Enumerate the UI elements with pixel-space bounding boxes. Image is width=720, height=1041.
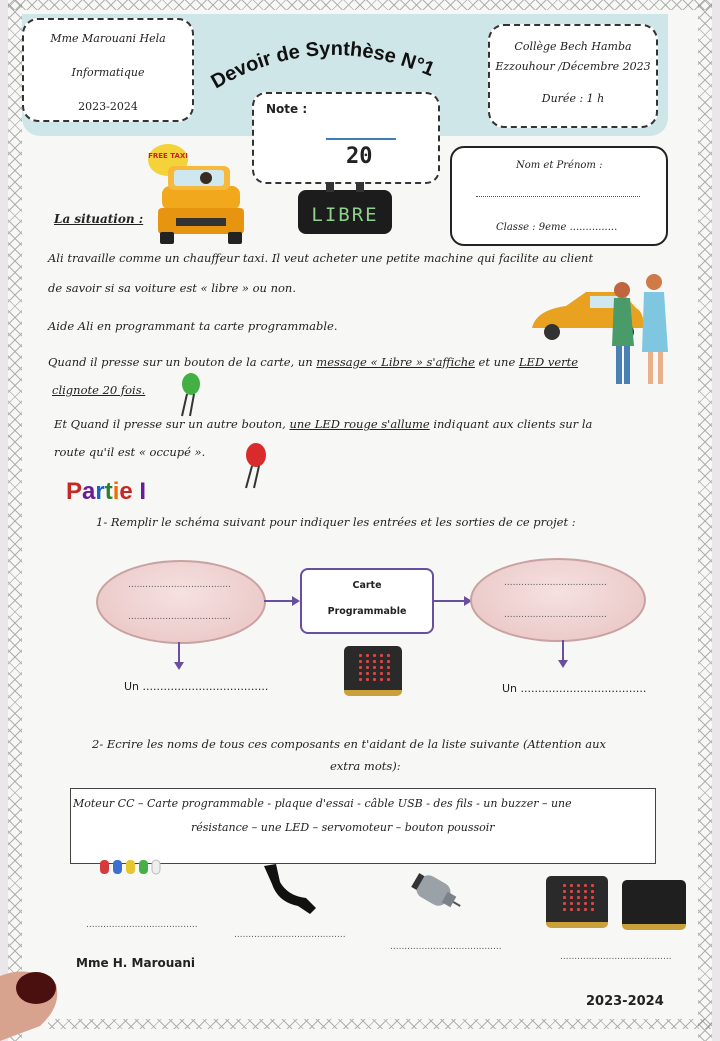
microbit-led-dot xyxy=(577,896,580,899)
microbit-led-dot xyxy=(563,884,566,887)
part-title-letter: r xyxy=(95,478,105,505)
microbit-led-dot xyxy=(387,672,390,675)
part-title-letter: e xyxy=(119,478,133,505)
microbit-led-dot xyxy=(577,884,580,887)
top-cross-border xyxy=(8,0,712,10)
inputs-ellipse xyxy=(96,560,266,644)
microbit-led-dot xyxy=(380,678,383,681)
microbit-led-dot xyxy=(359,660,362,663)
component-answer-3[interactable]: ....................................... xyxy=(390,942,502,952)
teacher-name: Mme Marouani Hela xyxy=(50,32,166,45)
duration: Durée : 1 h xyxy=(541,92,605,105)
microbit-led-dot xyxy=(359,678,362,681)
microbit-led-dot xyxy=(591,884,594,887)
situation-line-1: Ali travaille comme un chauffeur taxi. Il veut acheter une petite machine qui facilite au client xyxy=(48,251,594,265)
part-title-letter: P xyxy=(66,478,83,505)
outputs-type-answer[interactable]: Un .................................... xyxy=(502,682,647,695)
inputs-type-answer[interactable]: Un .................................... xyxy=(124,680,269,693)
microbit-led-dot xyxy=(359,672,362,675)
microbit-led-dot xyxy=(591,890,594,893)
microbit-led-dot xyxy=(373,654,376,657)
microbit-led-dot xyxy=(359,666,362,669)
microbit-led-dot xyxy=(366,660,369,663)
part-title-letter xyxy=(133,478,140,506)
svg-text:Devoir de Synthèse N°1 xyxy=(207,38,437,93)
microbit-led-dot xyxy=(387,654,390,657)
left-cross-border xyxy=(8,0,22,1041)
arrow-from-card xyxy=(434,600,470,602)
exam-title-text: Devoir de Synthèse N°1 xyxy=(207,37,438,94)
grade-box xyxy=(252,92,440,184)
situation-line-2: de savoir si sa voiture est « libre » ou non. xyxy=(48,281,296,295)
output-answer-2[interactable]: .................................... xyxy=(504,610,607,620)
arrow-to-card xyxy=(264,600,298,602)
session-date: Ezzouhour /Décembre 2023 xyxy=(495,60,651,73)
microbit-led-dot xyxy=(373,660,376,663)
microbit-led-dot xyxy=(591,902,594,905)
part-one-title xyxy=(66,478,146,506)
name-label: Nom et Prénom : xyxy=(516,160,603,171)
microbit-led-dot xyxy=(380,654,383,657)
input-answer-2[interactable]: .................................... xyxy=(128,612,231,622)
microbit-led-dot xyxy=(380,660,383,663)
microbit-led-dot xyxy=(584,896,587,899)
microbit-front-image xyxy=(546,876,608,928)
microbit-led-dot xyxy=(563,896,566,899)
name-field[interactable] xyxy=(476,196,640,197)
class-label: Classe : 9eme ............... xyxy=(496,222,618,233)
bottom-cross-border xyxy=(48,1019,712,1029)
dc-motor-image xyxy=(408,868,464,918)
microbit-led-dot xyxy=(570,890,573,893)
part-title-letter: a xyxy=(82,478,96,505)
right-cross-border xyxy=(698,0,712,1041)
situation-line-3: Aide Ali en programmant ta carte programmable. xyxy=(48,319,338,333)
student-info-box xyxy=(450,146,668,246)
microbit-led-dot xyxy=(366,672,369,675)
microbit-led-dot xyxy=(570,908,573,911)
arrow-down-left xyxy=(178,642,180,668)
component-answer-1[interactable]: ....................................... xyxy=(86,920,198,930)
input-answer-1[interactable]: .................................... xyxy=(128,580,231,590)
microbit-led-dot xyxy=(563,902,566,905)
microbit-led-dot xyxy=(387,678,390,681)
microbit-led-dot xyxy=(584,908,587,911)
grade-label: Note : xyxy=(266,102,308,116)
leds-image xyxy=(98,856,162,880)
microbit-led-dot xyxy=(366,678,369,681)
teacher-info-box xyxy=(22,18,194,122)
component-list-box xyxy=(70,788,656,864)
school-year: 2023-2024 xyxy=(78,100,138,113)
situation-line-4: Quand il presse sur un bouton de la carte, un message « Libre » s'affiche et une LED verte xyxy=(48,355,579,369)
outputs-ellipse xyxy=(470,558,646,642)
component-list-line-2: résistance – une LED – servomoteur – bouton poussoir xyxy=(191,821,495,834)
part-title-letter: t xyxy=(104,478,113,505)
component-answer-2[interactable]: ....................................... xyxy=(234,930,346,940)
microbit-led-dot xyxy=(373,678,376,681)
microbit-led-dot xyxy=(577,908,580,911)
microbit-led-dot xyxy=(563,890,566,893)
part-title-letter: i xyxy=(112,478,120,505)
footer-teacher-name: Mme H. Marouani xyxy=(76,956,196,970)
libre-sign-image xyxy=(296,180,394,238)
arrow-down-right xyxy=(562,640,564,666)
taxi-clients-illustration xyxy=(526,266,678,388)
situation-line-7: route qu'il est « occupé ». xyxy=(54,445,206,459)
microbit-led-dot xyxy=(584,902,587,905)
microbit-led-dot xyxy=(380,672,383,675)
class-field[interactable]: ............... xyxy=(569,222,618,233)
microbit-led-dot xyxy=(563,908,566,911)
footer-year: 2023-2024 xyxy=(586,994,664,1009)
microbit-led-dot xyxy=(387,660,390,663)
microbit-led-dot xyxy=(591,896,594,899)
microbit-led-dot xyxy=(387,666,390,669)
situation-line-6: Et Quand il presse sur un autre bouton, une LED rouge s'allume indiquant aux clients sur la xyxy=(54,417,593,431)
grade-total: 20 xyxy=(346,144,373,169)
usb-cable-image xyxy=(258,862,322,916)
microbit-led-dot xyxy=(359,654,362,657)
red-led-icon xyxy=(238,442,272,490)
component-list-line-1: Moteur CC – Carte programmable - plaque d'essai - câble USB - des fils - un buzzer – une xyxy=(73,797,572,810)
microbit-led-dot xyxy=(570,896,573,899)
microbit-card-image xyxy=(344,646,402,696)
microbit-led-dot xyxy=(380,666,383,669)
school-name: Collège Bech Hamba xyxy=(514,40,632,53)
question-2-line-1: 2- Ecrire les noms de tous ces composants en t'aidant de la liste suivante (Attention aux xyxy=(92,737,607,751)
microbit-led-dot xyxy=(366,666,369,669)
microbit-led-dot xyxy=(570,902,573,905)
microbit-led-dot xyxy=(577,902,580,905)
microbit-led-dot xyxy=(570,884,573,887)
card-label-line-2: Programmable xyxy=(327,606,407,617)
taxi-illustration xyxy=(144,138,248,248)
green-led-icon xyxy=(176,372,206,418)
subject-name: Informatique xyxy=(71,66,145,79)
thumb-image xyxy=(0,966,60,1041)
microbit-led-dot xyxy=(373,666,376,669)
question-1: 1- Remplir le schéma suivant pour indiquer les entrées et les sorties de ce projet : xyxy=(96,515,576,529)
microbit-back-image xyxy=(622,880,686,930)
question-2-line-2: extra mots): xyxy=(330,759,401,773)
taxi-badge-text: FREE TAXI xyxy=(148,152,188,160)
microbit-led-dot xyxy=(591,908,594,911)
school-info-box xyxy=(488,24,658,128)
exam-paper xyxy=(8,0,712,1041)
microbit-led-dot xyxy=(577,890,580,893)
libre-sign-text: LIBRE xyxy=(311,204,379,226)
programmable-card-box xyxy=(300,568,434,634)
microbit-led-dot xyxy=(584,890,587,893)
situation-label: La situation : xyxy=(54,212,144,226)
microbit-led-dot xyxy=(584,884,587,887)
situation-line-5: clignote 20 fois. xyxy=(52,383,146,397)
card-label-line-1: Carte xyxy=(352,580,382,591)
component-answer-4[interactable]: ....................................... xyxy=(560,952,672,962)
part-title-letter: I xyxy=(139,478,147,505)
output-answer-1[interactable]: .................................... xyxy=(504,578,607,588)
grade-fraction-line xyxy=(326,138,396,140)
microbit-led-dot xyxy=(366,654,369,657)
microbit-led-dot xyxy=(373,672,376,675)
exam-title xyxy=(204,28,474,98)
